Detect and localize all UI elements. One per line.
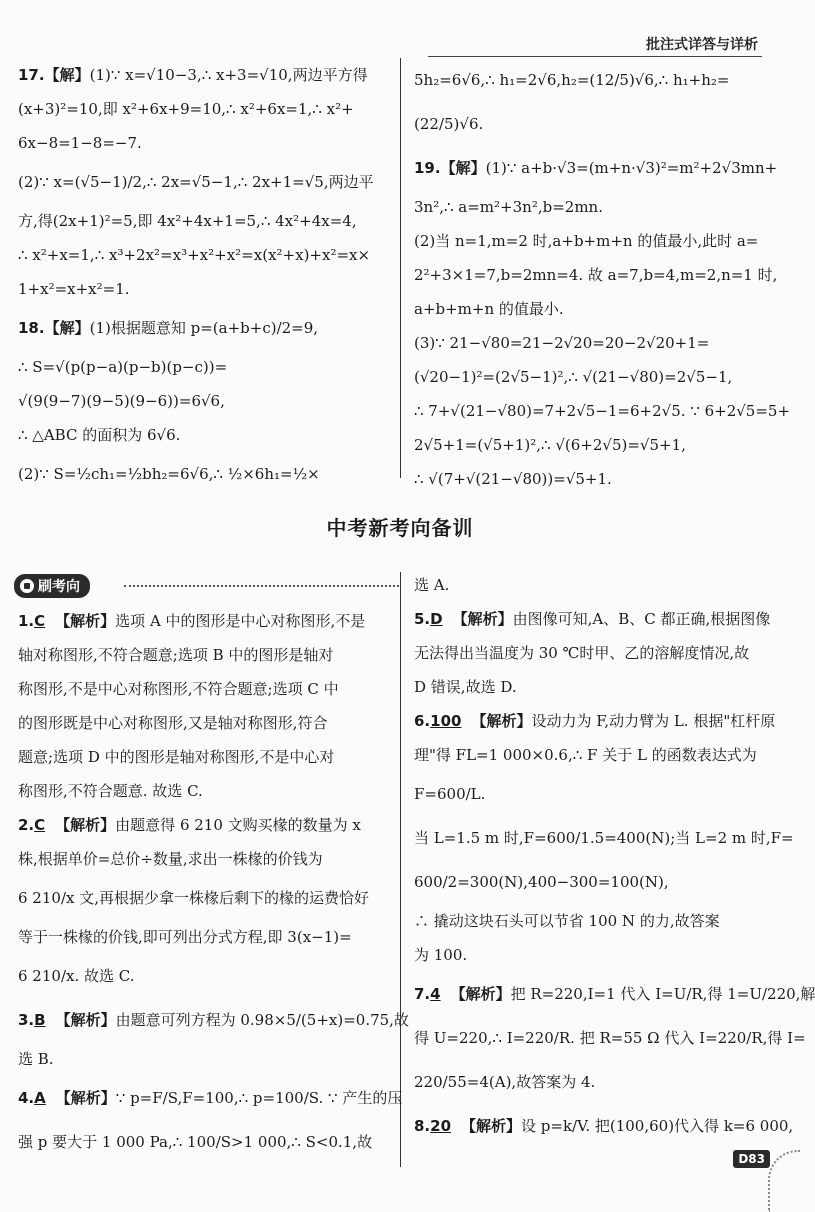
top-right-column	[414, 58, 791, 496]
header-rule	[428, 56, 762, 57]
q6-line-0: 6.100 【解析】设动力为 F,动力臂为 L. 根据"杠杆原	[414, 712, 776, 730]
q19-line-1: 3n²,∴ a=m²+3n²,b=2mn.	[414, 198, 603, 216]
q7-line-2: 220/55=4(A),故答案为 4.	[414, 1073, 596, 1091]
section-badge	[14, 574, 90, 598]
q17-line-1: (x+3)²=10,即 x²+6x+9=10,∴ x²+6x=1,∴ x²+	[18, 100, 354, 118]
q18-line-1: ∴ S=√(p(p−a)(p−b)(p−c))=	[18, 358, 228, 376]
q6-line-2: F=600/L.	[414, 785, 486, 803]
q7-line-1: 得 U=220,∴ I=220/R. 把 R=55 Ω 代入 I=220/R,得 I=	[414, 1029, 806, 1047]
q19-line-7: ∴ 7+√(21−√80)=7+2√5−1=6+2√5. ∵ 6+2√5=5+	[414, 402, 791, 420]
q17-line-5: ∴ x²+x=1,∴ x³+2x²=x³+x²+x²=x(x²+x)+x²=x×	[18, 246, 371, 264]
q18-line-0: 18.【解】(1)根据题意知 p=(a+b+c)/2=9,	[18, 319, 319, 337]
q2-line-1: 株,根据单价=总价÷数量,求出一株椽的价钱为	[18, 850, 323, 868]
q19-line-9: ∴ √(7+√(21−√80))=√5+1.	[414, 470, 612, 488]
q5-line-2: D 错误,故选 D.	[414, 678, 517, 696]
q8-line-0: 8.20 【解析】设 p=k/V. 把(100,60)代入得 k=6 000,	[414, 1117, 794, 1135]
q1-line-0: 1.C 【解析】选项 A 中的图形是中心对称图形,不是	[18, 612, 366, 630]
column-divider-bottom	[400, 572, 401, 1167]
cont-select-a: 选 A.	[414, 576, 450, 594]
q4-line-1: 强 p 要大于 1 000 Pa,∴ 100/S>1 000,∴ S<0.1,故	[18, 1133, 373, 1151]
section-title: 中考新考向备训	[326, 516, 474, 540]
q2-line-4: 6 210/x. 故选 C.	[18, 967, 135, 985]
column-divider-top	[400, 58, 401, 478]
q6-line-5: ∴ 撬动这块石头可以节省 100 N 的力,故答案	[414, 912, 720, 930]
q17-line-3: (2)∵ x=(√5−1)/2,∴ 2x=√5−1,∴ 2x+1=√5,两边平	[18, 173, 374, 191]
badge-label: 刷考向	[38, 579, 80, 595]
q1-line-1: 轴对称图形,不符合题意;选项 B 中的图形是轴对	[18, 646, 334, 664]
bottom-right-column	[414, 568, 815, 1148]
q5-line-1: 无法得出当温度为 30 ℃时甲、乙的溶解度情况,故	[414, 644, 750, 662]
bottom-left-column	[18, 604, 409, 1164]
cont-line-0: 5h₂=6√6,∴ h₁=2√6,h₂=(12/5)√6,∴ h₁+h₂=	[414, 71, 730, 89]
q2-line-3: 等于一株椽的价钱,即可列出分式方程,即 3(x−1)=	[18, 928, 352, 946]
q17-line-4: 方,得(2x+1)²=5,即 4x²+4x+1=5,∴ 4x²+4x=4,	[18, 212, 357, 230]
q6-line-1: 理"得 FL=1 000×0.6,∴ F 关于 L 的函数表达式为	[414, 746, 757, 764]
cont-line-1: (22/5)√6.	[414, 115, 484, 133]
q17-line-0: 17.【解】(1)∵ x=√10−3,∴ x+3=√10,两边平方得	[18, 66, 368, 84]
q6-line-6: 为 100.	[414, 946, 468, 964]
page-header: 批注式详答与详析	[646, 37, 758, 53]
q4-line-0: 4.A 【解析】∵ p=F/S,F=100,∴ p=100/S. ∵ 产生的压	[18, 1089, 403, 1107]
q19-line-3: 2²+3×1=7,b=2mn=4. 故 a=7,b=4,m=2,n=1 时,	[414, 266, 778, 284]
q18-line-3: ∴ △ABC 的面积为 6√6.	[18, 426, 181, 444]
q1-line-2: 称图形,不是中心对称图形,不符合题意;选项 C 中	[18, 680, 339, 698]
section-badge-row	[14, 574, 394, 598]
page-number: D83	[733, 1150, 770, 1168]
q19-line-8: 2√5+1=(√5+1)²,∴ √(6+2√5)=√5+1,	[414, 436, 686, 454]
q19-line-2: (2)当 n=1,m=2 时,a+b+m+n 的值最小,此时 a=	[414, 232, 759, 250]
q18-line-4: (2)∵ S=½ch₁=½bh₂=6√6,∴ ½×6h₁=½×	[18, 465, 320, 483]
top-left-column	[18, 58, 390, 496]
q19-line-4: a+b+m+n 的值最小.	[414, 300, 564, 318]
q2-line-2: 6 210/x 文,再根据少拿一株椽后剩下的椽的运费恰好	[18, 889, 369, 907]
q17-line-6: 1+x²=x+x²=1.	[18, 280, 130, 298]
q1-line-3: 的图形既是中心对称图形,又是轴对称图形,符合	[18, 714, 328, 732]
q3-line-1: 选 B.	[18, 1050, 54, 1068]
q19-line-5: (3)∵ 21−√80=21−2√20=20−2√20+1=	[414, 334, 710, 352]
dotted-divider	[124, 585, 399, 587]
q6-line-3: 当 L=1.5 m 时,F=600/1.5=400(N);当 L=2 m 时,F=	[414, 829, 794, 847]
q19-line-6: (√20−1)²=(2√5−1)²,∴ √(21−√80)=2√5−1,	[414, 368, 733, 386]
q18-line-2: √(9(9−7)(9−5)(9−6))=6√6,	[18, 392, 225, 410]
q19-line-0: 19.【解】(1)∵ a+b·√3=(m+n·√3)²=m²+2√3mn+	[414, 159, 778, 177]
q1-line-4: 题意;选项 D 中的图形是轴对称图形,不是中心对	[18, 748, 335, 766]
q2-line-0: 2.C 【解析】由题意得 6 210 文购买椽的数量为 x	[18, 816, 361, 834]
corner-decoration	[768, 1150, 800, 1212]
q5-line-0: 5.D 【解析】由图像可知,A、B、C 都正确,根据图像	[414, 610, 771, 628]
q3-line-0: 3.B 【解析】由题意可列方程为 0.98×5/(5+x)=0.75,故	[18, 1011, 409, 1029]
q17-line-2: 6x−8=1−8=−7.	[18, 134, 142, 152]
book-icon	[20, 579, 34, 593]
q7-line-0: 7.4 【解析】把 R=220,I=1 代入 I=U/R,得 1=U/220,解	[414, 985, 815, 1003]
q6-line-4: 600/2=300(N),400−300=100(N),	[414, 873, 669, 891]
q1-line-5: 称图形,不符合题意. 故选 C.	[18, 782, 203, 800]
